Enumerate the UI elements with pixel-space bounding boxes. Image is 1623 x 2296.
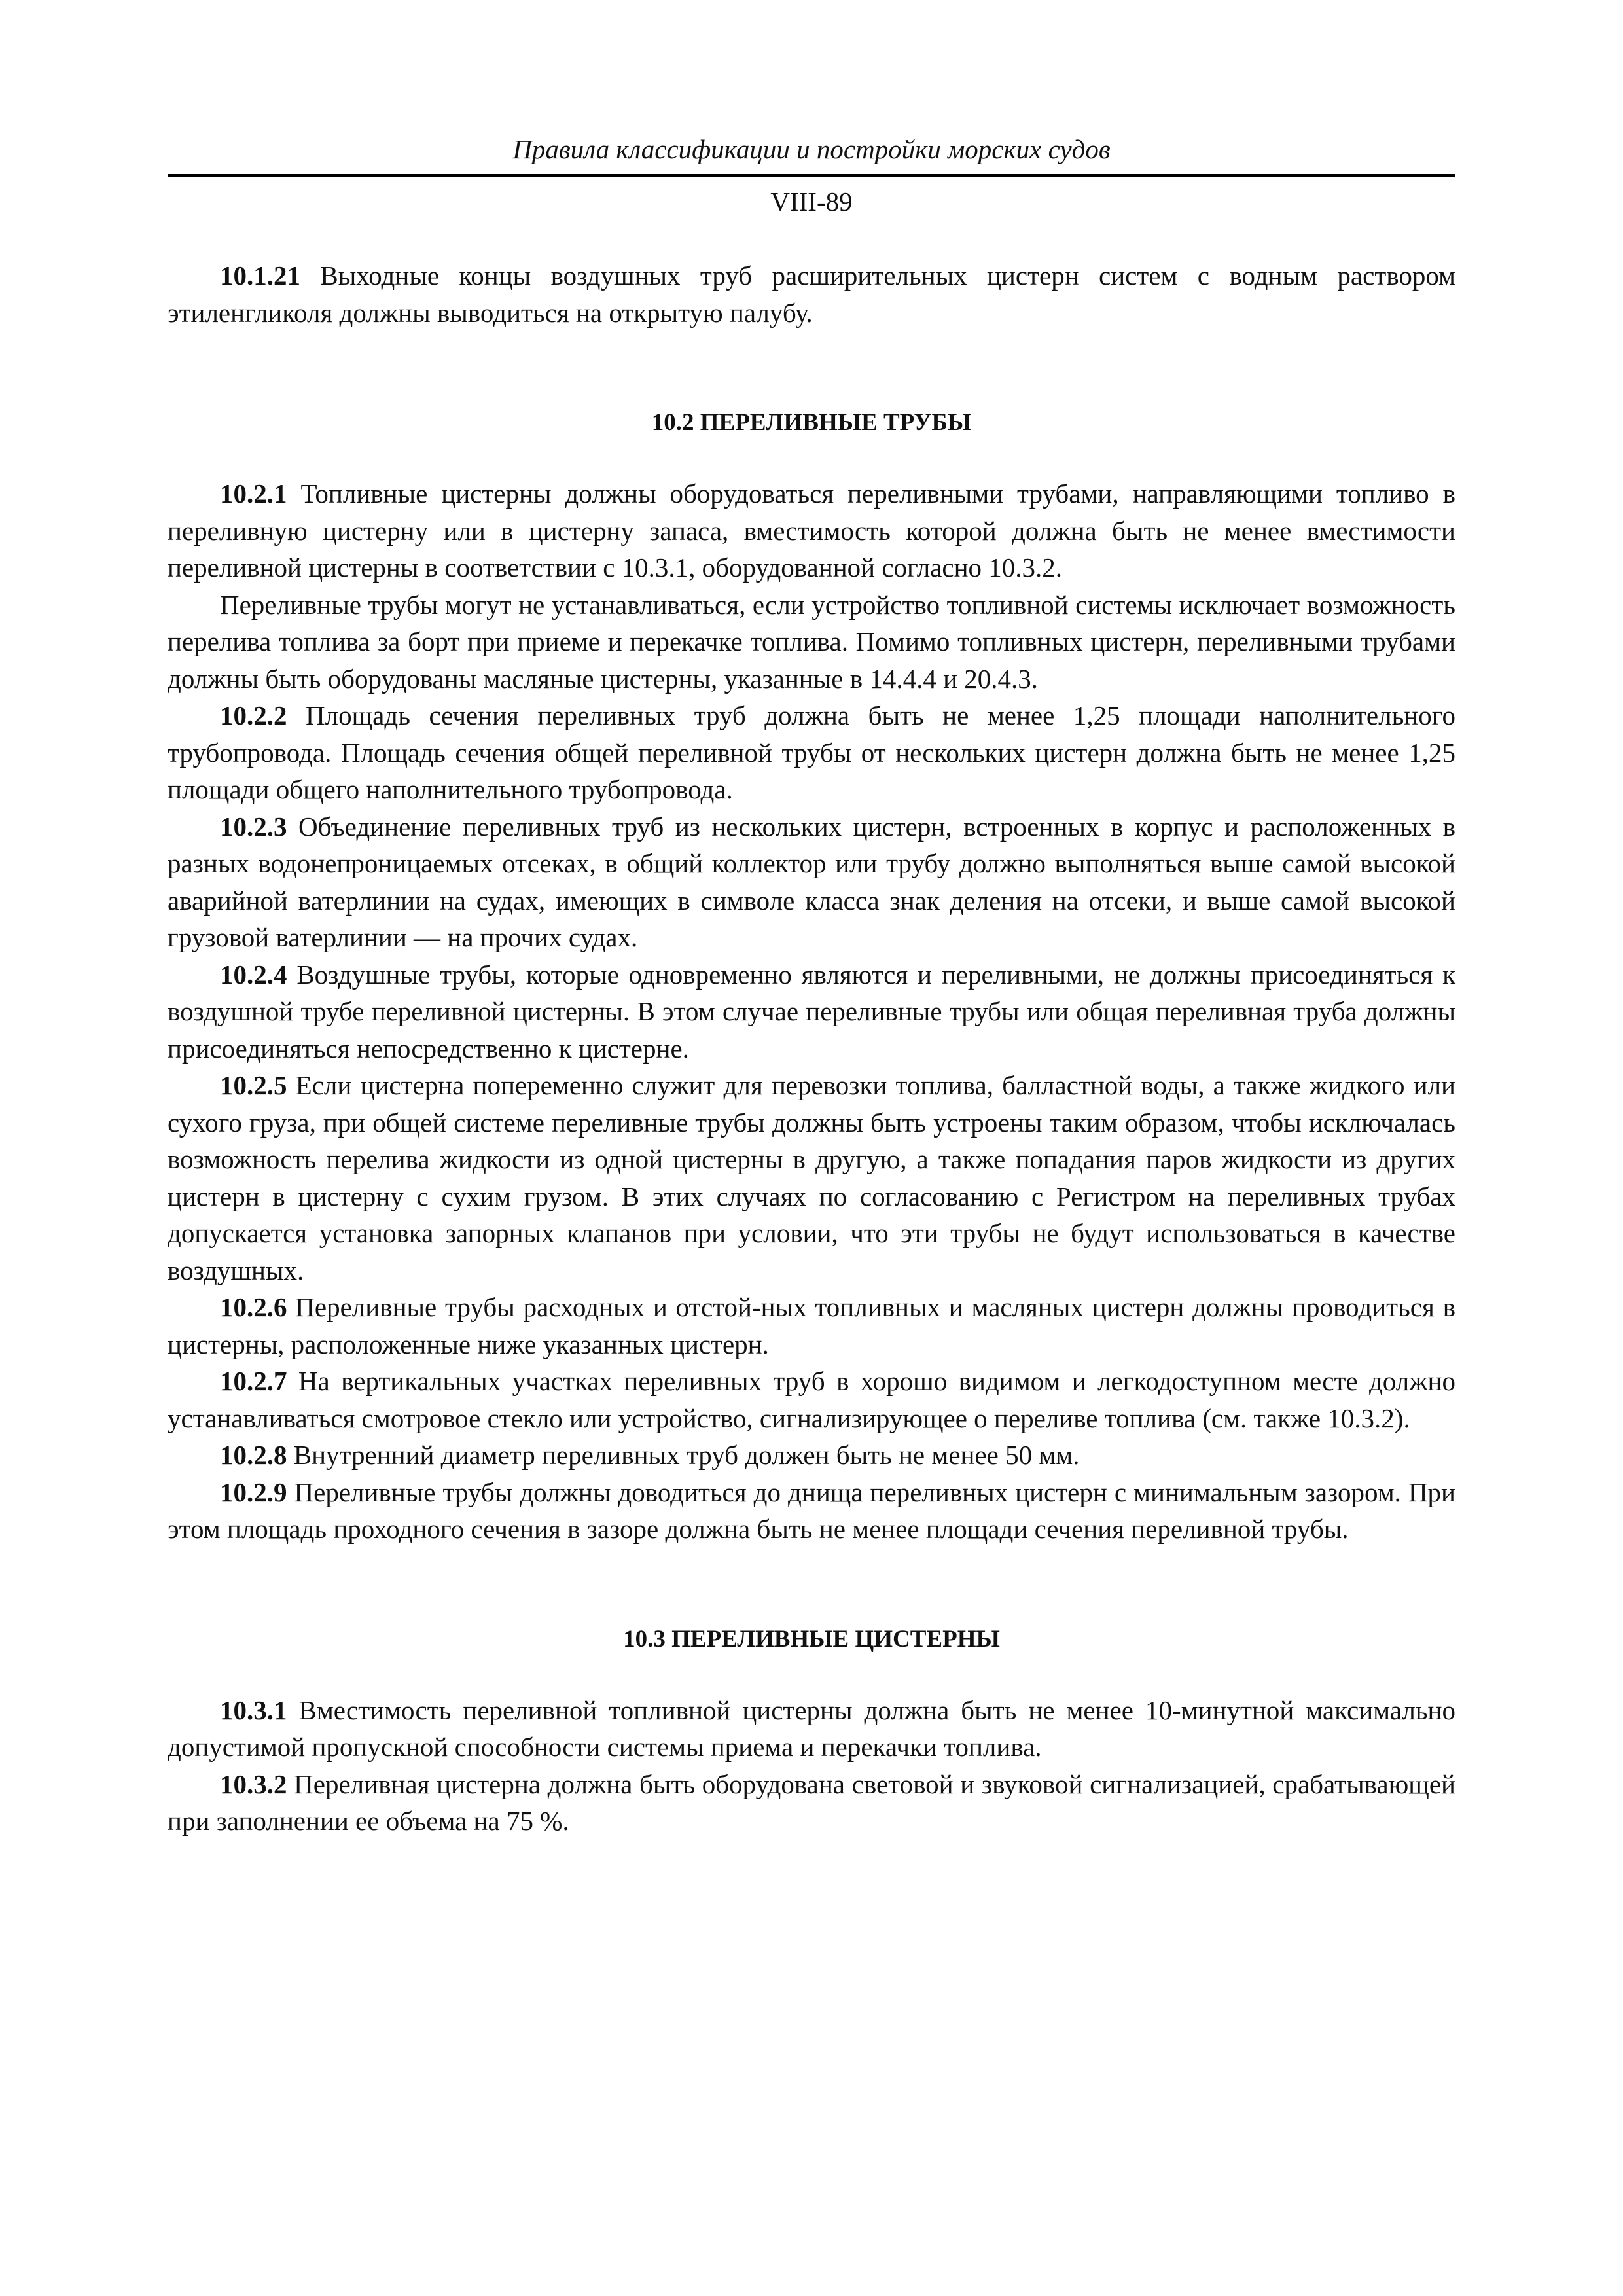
clause-number: 10.1.21: [220, 260, 300, 291]
clause-number: 10.2.3: [220, 811, 287, 842]
clause-number: 10.3.1: [220, 1695, 287, 1725]
paragraph-10-2-4: [168, 956, 1455, 1067]
document-body: [168, 257, 1455, 1840]
clause-number: 10.2.5: [220, 1070, 287, 1100]
clause-number: 10.2.7: [220, 1366, 287, 1396]
paragraph-10-2-7: [168, 1363, 1455, 1437]
clause-text: Внутренний диаметр переливных труб должен быть не менее 50 мм.: [287, 1440, 1080, 1470]
section-title-10-2: 10.2 ПЕРЕЛИВНЫЕ ТРУБЫ: [651, 409, 972, 436]
clause-number: 10.2.4: [220, 959, 287, 990]
clause-number: 10.2.8: [220, 1440, 287, 1470]
spacer: [168, 441, 1455, 475]
clause-number: 10.2.9: [220, 1477, 287, 1507]
paragraph-10-2-1-continued: [168, 586, 1455, 698]
paragraph-10-2-9: [168, 1474, 1455, 1548]
clause-text: Объединение переливных труб из нескольких цистерн, встроенных в корпус и расположенных в разных водонепроницаемых отсеках, в общий коллектор или трубу должно выполняться выше самой высокой аварийной ватерлинии на судах, имеющих в символе класса знак деления на отсеки, и выше самой высокой грузовой ватерлинии — на прочих судах.: [168, 811, 1455, 952]
clause-text: Площадь сечения переливных труб должна быть не менее 1,25 площади наполнительного трубопровода. Площадь сечения общей переливной трубы от нескольких цистерн должна быть не менее 1,25 площади общего наполнительного трубопровода.: [168, 700, 1455, 804]
paragraph-10-1-21: [168, 257, 1455, 331]
section-title-10-3: 10.3 ПЕРЕЛИВНЫЕ ЦИСТЕРНЫ: [623, 1625, 1000, 1653]
clause-text: Топливные цистерны должны оборудоваться переливными трубами, направляющими топливо в переливную цистерну или в цистерну запаса, вместимость которой должна быть не менее вместимости переливной цистерны в соответствии с 10.3.1, оборудованной согласно 10.3.2.: [168, 478, 1455, 583]
clause-text: Выходные концы воздушных труб расширительных цистерн систем с водным раствором этиленгликоля должны выводиться на открытую палубу.: [168, 260, 1455, 328]
paragraph-10-2-6: [168, 1289, 1455, 1363]
clause-text: Воздушные трубы, которые одновременно являются и переливными, не должны присоединяться к воздушной трубе переливной цистерны. В этом случае переливные трубы или общая переливная труба должны присоединяться непосредственно к цистерне.: [168, 959, 1455, 1064]
header-rule: [168, 174, 1455, 177]
clause-text: На вертикальных участках переливных труб в хорошо видимом и легкодоступном месте должно устанавливаться смотровое стекло или устройство, сигнализирующее о переливе топлива (см. также 10.3.2).: [168, 1366, 1455, 1433]
clause-text: Переливные трубы должны доводиться до днища переливных цистерн с минимальным зазором. При этом площадь проходного сечения в зазоре должна быть не менее площади сечения переливной трубы.: [168, 1477, 1455, 1544]
paragraph-10-2-3: [168, 808, 1455, 956]
clause-text: Если цистерна попеременно служит для перевозки топлива, балластной воды, а также жидкого или сухого груза, при общей системе переливные трубы должны быть устроены таким образом, чтобы исключалась возможность перелива жидкости из одной цистерны в другую, а также попадания паров жидкости из других цистерн в цистерну с сухим грузом. В этих случаях по согласованию с Регистром на переливных трубах допускается установка запорных клапанов при условии, что эти трубы не будут использоваться в качестве воздушных.: [168, 1070, 1455, 1285]
page-number: VIII-89: [770, 187, 853, 217]
paragraph-10-3-1: [168, 1692, 1455, 1766]
clause-number: 10.2.6: [220, 1292, 287, 1322]
spacer: [168, 1658, 1455, 1692]
clause-number: 10.2.2: [220, 700, 287, 730]
paragraph-10-2-5: [168, 1067, 1455, 1289]
running-title: Правила классификации и постройки морских судов: [512, 134, 1111, 164]
clause-text: Вместимость переливной топливной цистерны должна быть не менее 10-минутной максимально допустимой пропускной способности системы приема и перекачки топлива.: [168, 1695, 1455, 1762]
paragraph-10-2-2: [168, 697, 1455, 808]
paragraph-10-2-8: [168, 1437, 1455, 1474]
clause-text: Переливные трубы расходных и отстой-ных топливных и масляных цистерн должны проводиться в цистерны, расположенные ниже указанных цистерн.: [168, 1292, 1455, 1359]
clause-number: 10.3.2: [220, 1768, 287, 1799]
paragraph-10-3-2: [168, 1766, 1455, 1840]
clause-number: 10.2.1: [220, 478, 287, 509]
spacer: [168, 331, 1455, 404]
clause-text: Переливные трубы могут не устанавливаться, если устройство топливной системы исключает возможность перелива топлива за борт при приеме и перекачке топлива. Помимо топливных цистерн, переливными трубами должны быть оборудованы масляные цистерны, указанные в 14.4.4 и 20.4.3.: [168, 589, 1455, 694]
paragraph-10-2-1: [168, 475, 1455, 586]
clause-text: Переливная цистерна должна быть оборудована световой и звуковой сигнализацией, срабатывающей при заполнении ее объема на 75 %.: [168, 1768, 1455, 1836]
spacer: [168, 1548, 1455, 1621]
